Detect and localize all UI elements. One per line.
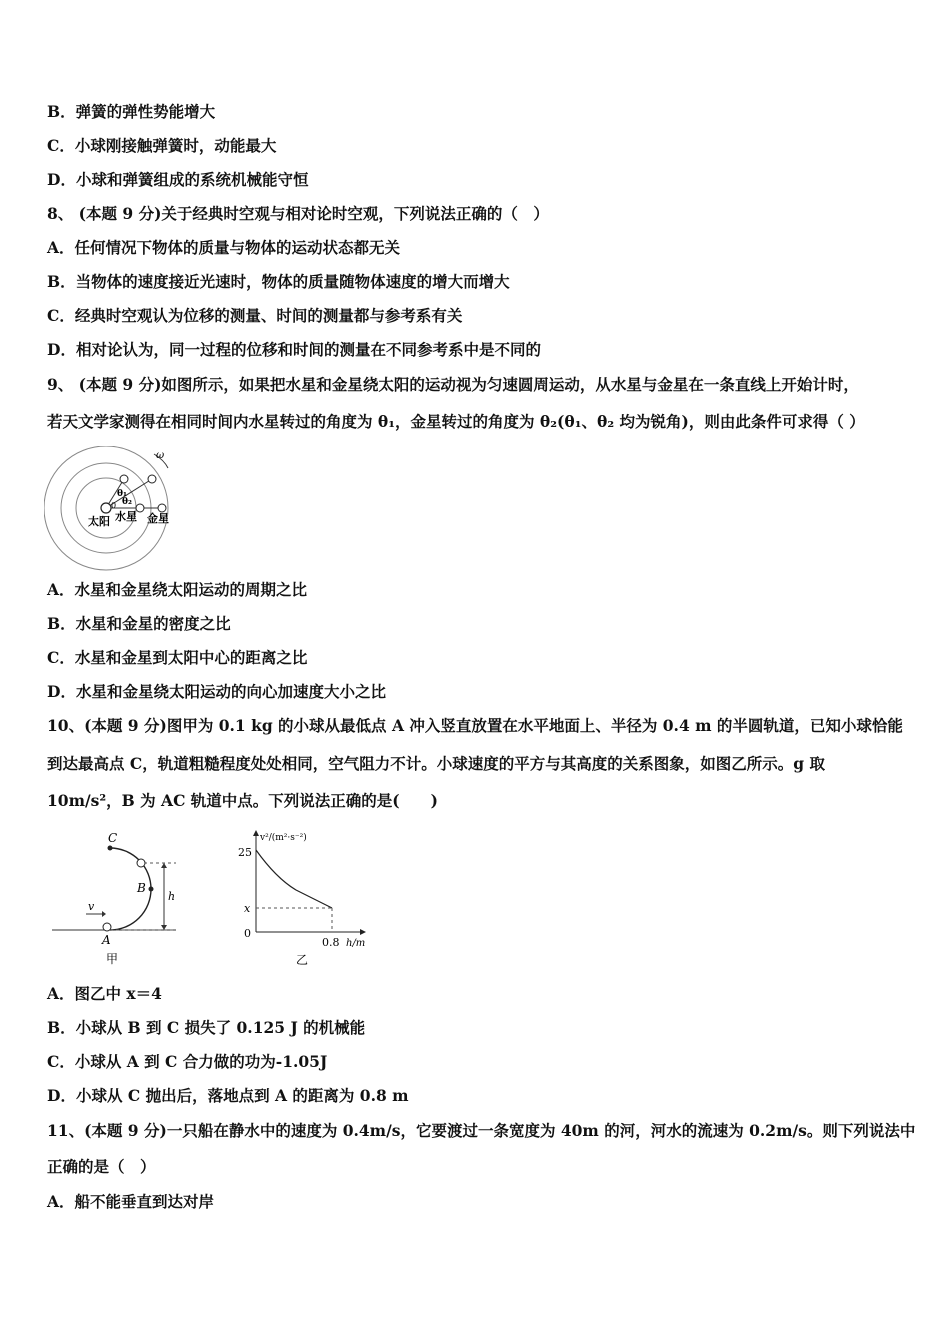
question-11-stem-line1: 11、(本题 9 分)一只船在静水中的速度为 0.4m/s，它要渡过一条宽度为 40m 的河，河水的流速为 0.2m/s。则下列说法中 (47, 1121, 916, 1140)
question-9-stem-line1: 9、 (本题 9 分)如图所示，如果把水星和金星绕太阳的运动视为匀速圆周运动，从水星与金星在一条直线上开始计时， (47, 375, 859, 394)
yi-yx: x (244, 902, 251, 915)
question-9-option-A: A．水星和金星绕太阳运动的周期之比 (47, 580, 308, 599)
option-8prev-C: C．小球刚接触弹簧时，动能最大 (47, 136, 277, 155)
zero-label: 0 (111, 501, 117, 510)
omega-label: ω (156, 450, 165, 461)
label-v: v (88, 900, 95, 913)
question-8-option-C: C．经典时空观认为位移的测量、时间的测量都与参考系有关 (47, 306, 463, 325)
caption-yi: 乙 (296, 953, 309, 967)
mercury-icon (136, 504, 144, 512)
theta1-label: θ₁ (117, 489, 127, 499)
label-A: A (102, 933, 111, 947)
question-10-option-C: C．小球从 A 到 C 合力做的功为-1.05J (47, 1052, 328, 1071)
figure-jia (48, 828, 188, 973)
label-B: B (137, 881, 146, 895)
theta2-label: θ₂ (122, 497, 132, 507)
question-9-stem-line2: 若天文学家测得在相同时间内水星转过的角度为 θ₁，金星转过的角度为 θ₂(θ₁、θ₂ 均为锐角)，则由此条件可求得（ ） (47, 412, 865, 431)
yi-y0: 0 (244, 927, 251, 940)
label-C: C (108, 831, 118, 845)
option-8prev-B: B．弹簧的弹性势能增大 (47, 102, 216, 121)
label-h: h (168, 890, 176, 903)
mercury-label: 水星 (115, 510, 137, 523)
caption-jia: 甲 (106, 952, 119, 966)
question-8-option-A: A．任何情况下物体的质量与物体的运动状态都无关 (47, 238, 401, 257)
venus-icon (158, 504, 166, 512)
option-8prev-D: D．小球和弹簧组成的系统机械能守恒 (47, 170, 309, 189)
yi-ylabel: v²/(m²·s⁻²) (260, 833, 307, 843)
question-9-option-D: D．水星和金星绕太阳运动的向心加速度大小之比 (47, 682, 386, 701)
yi-xlabel: h/m (346, 938, 366, 949)
question-10-option-D: D．小球从 C 抛出后，落地点到 A 的距离为 0.8 m (47, 1086, 409, 1105)
yi-x08: 0.8 (322, 936, 340, 949)
question-10-stem-line1: 10、(本题 9 分)图甲为 0.1 kg 的小球从最低点 A 冲入竖直放置在水平地面上、半径为 0.4 m 的半圆轨道，已知小球恰能 (47, 716, 903, 735)
sun-icon (101, 503, 111, 513)
question-9-option-C: C．水星和金星到太阳中心的距离之比 (47, 648, 308, 667)
question-10-option-B: B．小球从 B 到 C 损失了 0.125 J 的机械能 (47, 1018, 366, 1037)
yi-y25: 25 (238, 846, 252, 859)
question-11-option-A: A．船不能垂直到达对岸 (47, 1192, 215, 1211)
orbit-figure (44, 446, 179, 571)
question-8-stem: 8、 (本题 9 分)关于经典时空观与相对论时空观，下列说法正确的（ ） (47, 204, 549, 223)
question-8-option-B: B．当物体的速度接近光速时，物体的质量随物体速度的增大而增大 (47, 272, 510, 291)
question-10-stem-line2: 到达最高点 C，轨道粗糙程度处处相同，空气阻力不计。小球速度的平方与其高度的关系图象，如图乙所示。g 取 (47, 754, 825, 773)
question-8-option-D: D．相对论认为，同一过程的位移和时间的测量在不同参考系中是不同的 (47, 340, 541, 359)
question-10-stem-line3: 10m/s²，B 为 AC 轨道中点。下列说法正确的是( ) (47, 791, 438, 810)
question-11-stem-line2: 正确的是（ ） (47, 1157, 156, 1176)
venus-label: 金星 (147, 512, 169, 525)
question-10-option-A: A．图乙中 x＝4 (47, 984, 162, 1003)
figure-yi (236, 828, 376, 973)
question-9-option-B: B．水星和金星的密度之比 (47, 614, 231, 633)
sun-label: 太阳 (88, 515, 110, 528)
